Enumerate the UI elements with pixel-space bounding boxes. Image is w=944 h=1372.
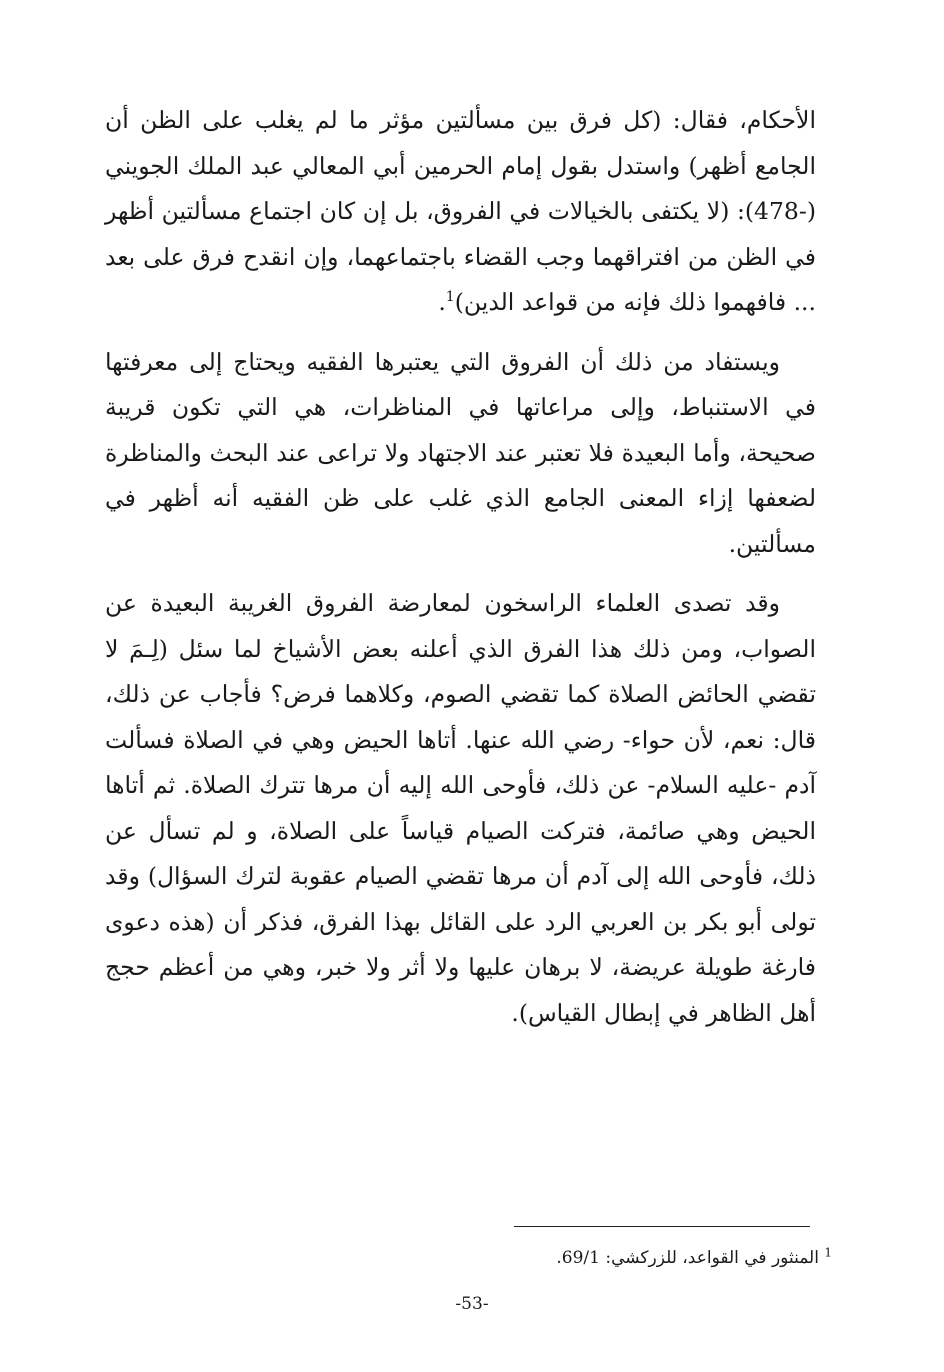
footnote-reference: 1	[445, 289, 455, 306]
footnote-number: 1	[824, 1245, 832, 1260]
footnote-separator	[514, 1226, 810, 1227]
page-number: -53-	[455, 1294, 489, 1314]
paragraph-1-text: الأحكام، فقال: (كل فرق بين مسألتين مؤثر ما لم يغلب على الظن أن الجامع أظهر) واستدل بقول إمام الحرمين أبي المعالي عبد الملك الجويني (-478): (لا يكتفى بالخيالات في الفروق، بل إن كان اجتماع مسألتين أظهر في الظن من افتراقهما وجب القضاء باجتماعهما، وإن انقدح فرق على بعد ... فافهموا ذلك فإنه من قواعد الدين)	[105, 106, 816, 316]
footnote	[312, 1244, 832, 1272]
paragraph-1-tail: .	[438, 288, 446, 316]
paragraph-1	[105, 98, 816, 326]
main-text	[105, 98, 816, 1036]
footnote-text: المنثور في القواعد، للزركشي: 69/1.	[556, 1248, 819, 1268]
paragraph-3: وقد تصدى العلماء الراسخون لمعارضة الفروق الغريبة البعيدة عن الصواب، ومن ذلك هذا الفرق الذي أعلنه بعض الأشياخ لما سئل (لِـمَ لا تقضي الحائض الصلاة كما تقضي الصوم، وكلاهما فرض؟ فأجاب عن ذلك، قال: نعم، لأن حواء- رضي الله عنها. أتاها الحيض وهي في الصلاة فسألت آدم -عليه السلام- عن ذلك، فأوحى الله إليه أن مرها تترك الصلاة. ثم أتاها الحيض وهي صائمة، فتركت الصيام قياساً على الصلاة، و لم تسأل عن ذلك، فأوحى الله إلى آدم أن مرها تقضي الصيام عقوبة لترك السؤال) وقد تولى أبو بكر بن العربي الرد على القائل بهذا الفرق، فذكر أن (هذه دعوى فارغة طويلة عريضة، لا برهان عليها ولا أثر ولا خبر، وهي من أعظم حجج أهل الظاهر في إبطال القياس).	[105, 589, 816, 1027]
paragraph-2: ويستفاد من ذلك أن الفروق التي يعتبرها الفقيه ويحتاج إلى معرفتها في الاستنباط، وإلى مراعاتها في المناظرات، هي التي تكون قريبة صحيحة، وأما البعيدة فلا تعتبر عند الاجتهاد ولا تراعى عند البحث والمناظرة لضعفها إزاء المعنى الجامع الذي غلب على ظن الفقيه أنه أظهر في مسألتين.	[105, 347, 816, 558]
